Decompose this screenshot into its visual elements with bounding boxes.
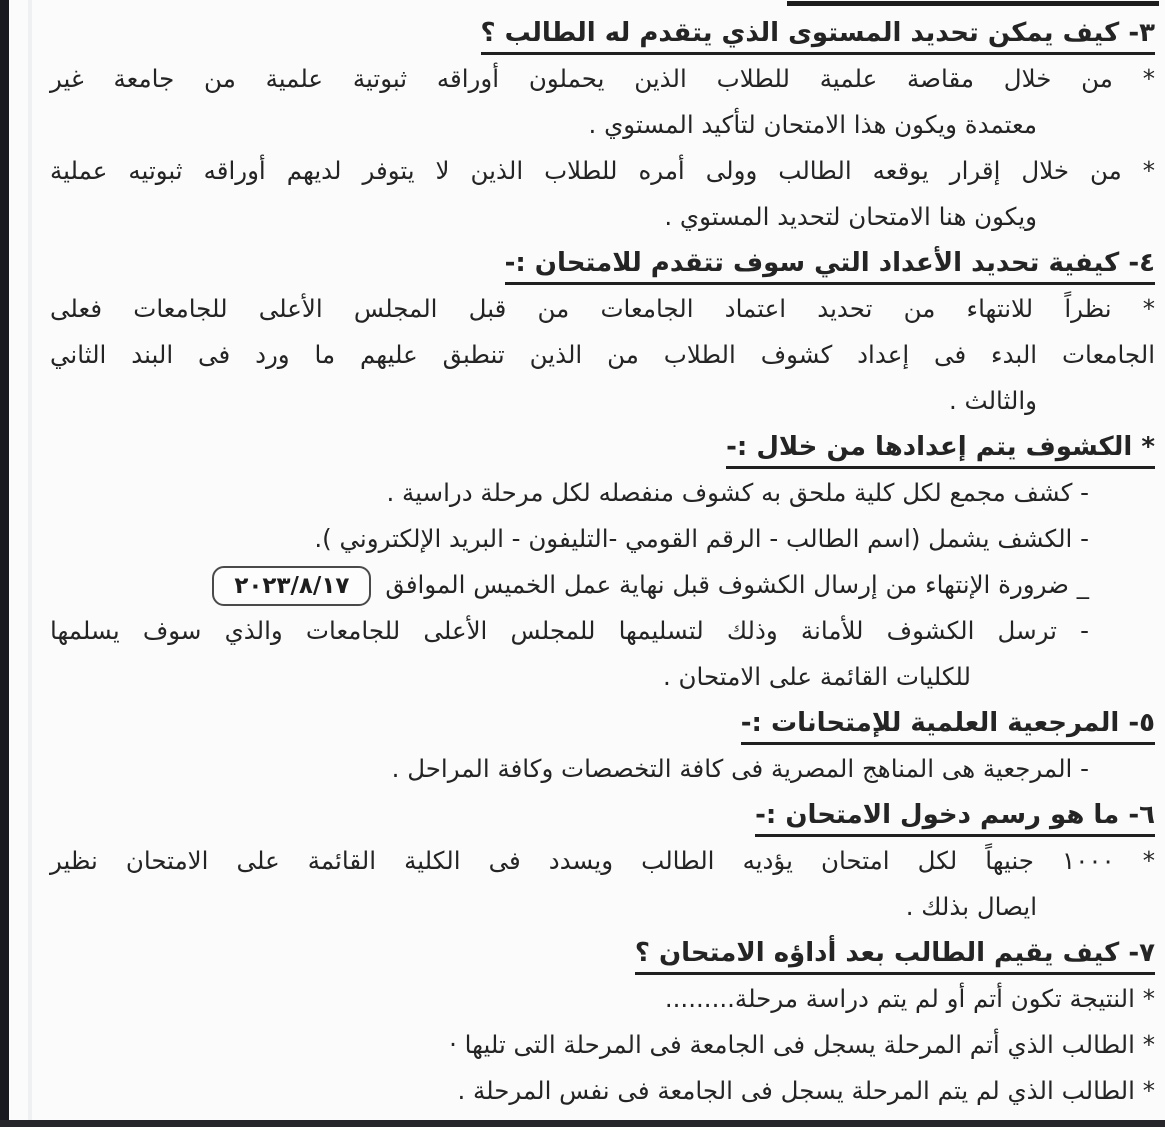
text-line: * النتيجة تكون أتم أو لم يتم دراسة مرحلة......... [664,984,1155,1013]
text-line: - المرجعية هى المناهج المصرية فى كافة التخصصات وكافة المراحل . [391,754,1089,783]
section-heading [50,424,1155,470]
section [50,240,1155,424]
section-heading-text: * الكشوف يتم إعدادها من خلال :- [726,431,1155,469]
bullet-item [50,286,1155,424]
section-heading [50,700,1155,746]
text-line: * ١٠٠٠ جنيهاً لكل امتحان يؤديه الطالب ويسدد فى الكلية القائمة على الامتحان نظير [50,846,1155,875]
section [50,10,1155,240]
scan-edge-left [0,0,9,1127]
section [50,700,1155,792]
text-line: * من خلال إقرار يوقعه الطالب وولى أمره للطلاب الذين لا يتوفر لديهم أوراقه ثبوتيه عملية [50,156,1155,185]
section [50,930,1155,1114]
text-line: - كشف مجمع لكل كلية ملحق به كشوف منفصله لكل مرحلة دراسية . [386,478,1089,507]
bullet-item [50,1022,1155,1068]
section [50,792,1155,930]
bullet-item [50,56,1155,148]
bullet-item [50,1068,1155,1114]
bullet-item [50,608,1155,700]
text-line: * نظراً للانتهاء من تحديد اعتماد الجامعات من قبل المجلس الأعلى للجامعات فعلى [50,294,1155,323]
section-heading-text: ٥- المرجعية العلمية للإمتحانات :- [741,707,1155,745]
scan-edge-bottom [0,1120,1165,1127]
text-line: ايصال بذلك . [905,892,1037,921]
cutoff-heading-underline [787,1,1159,6]
document-page [50,10,1155,1114]
section-heading [50,240,1155,286]
text-line: - الكشف يشمل (اسم الطالب - الرقم القومي -التليفون - البريد الإلكتروني ). [314,524,1089,553]
text-line: والثالث . [948,386,1037,415]
section [50,424,1155,700]
section-heading-text: ٣- كيف يمكن تحديد المستوى الذي يتقدم له الطالب ؟ [481,17,1156,55]
bullet-item [50,148,1155,240]
section-heading [50,10,1155,56]
section-heading [50,930,1155,976]
text-line: ويكون هنا الامتحان لتحديد المستوي . [664,202,1037,231]
page-fold-shadow [28,0,32,1127]
text-line: * من خلال مقاصة علمية للطلاب الذين يحملون أوراقه ثبوتية علمية من جامعة غير [50,64,1155,93]
text-line: الجامعات البدء فى إعداد كشوف الطلاب من الذين تنطبق عليهم ما ورد فى البند الثاني [50,340,1155,369]
text-line: * الطالب الذي لم يتم المرحلة يسجل فى الجامعة فى نفس المرحلة . [457,1076,1155,1105]
text-line: للكليات القائمة على الامتحان . [662,662,971,691]
bullet-item [50,838,1155,930]
bullet-item [50,976,1155,1022]
date-box: ٢٠٢٣/٨/١٧ [212,566,371,606]
bullet-item [50,562,1155,608]
section-heading-text: ٧- كيف يقيم الطالب بعد أداؤه الامتحان ؟ [635,937,1155,975]
text-line: _ ضرورة الإنتهاء من إرسال الكشوف قبل نهاية عمل الخميس الموافق٢٠٢٣/٨/١٧ [50,562,1089,608]
text-line: - ترسل الكشوف للأمانة وذلك لتسليمها للمجلس الأعلى للجامعات والذي سوف يسلمها [50,616,1089,645]
bullet-item [50,746,1155,792]
section-heading [50,792,1155,838]
bullet-item [50,516,1155,562]
section-heading-text: ٤- كيفية تحديد الأعداد التي سوف تتقدم للامتحان :- [505,247,1155,285]
text-line: * الطالب الذي أتم المرحلة يسجل فى الجامعة فى المرحلة التى تليها · [449,1030,1155,1059]
text-line: معتمدة ويكون هذا الامتحان لتأكيد المستوي . [588,110,1037,139]
section-heading-text: ٦- ما هو رسم دخول الامتحان :- [755,799,1155,837]
bullet-item [50,470,1155,516]
